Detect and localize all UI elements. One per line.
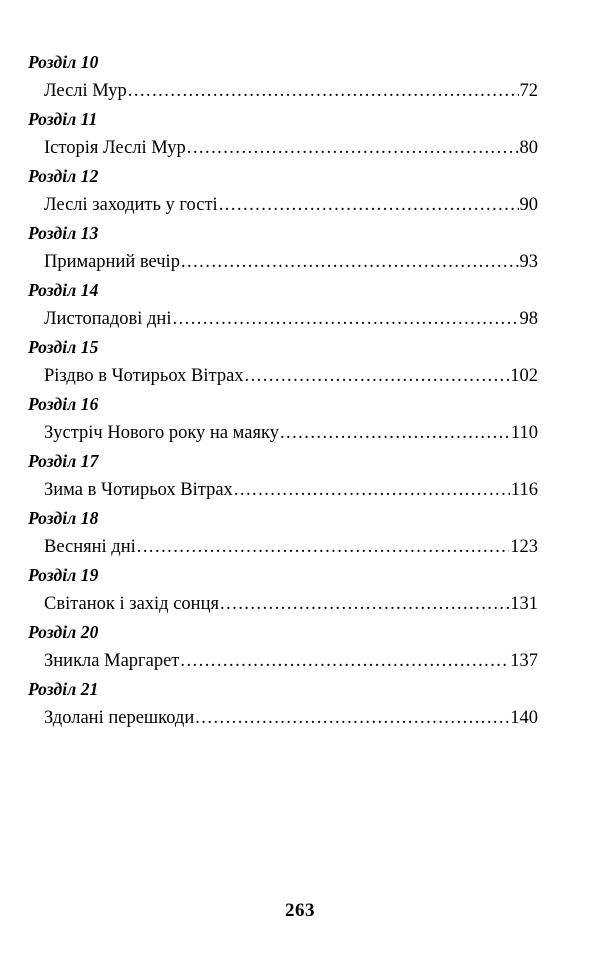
- toc-entry-title: Леслі Мур: [44, 80, 127, 101]
- toc-entry-title: Листопадові дні: [44, 308, 172, 329]
- toc-entry-page-number: 116: [510, 479, 538, 500]
- toc-entry-page-number: 90: [519, 194, 538, 215]
- toc-entry-title: Зустріч Нового року на маяку: [44, 422, 279, 443]
- chapter-label: Розділ 12: [28, 166, 99, 186]
- toc-list: [28, 52, 538, 728]
- toc-row[interactable]: [44, 595, 538, 614]
- toc-entry-page-number: 72: [519, 80, 538, 101]
- toc-entry-page-number: 137: [510, 650, 538, 671]
- toc-entry-title: Зима в Чотирьох Вітрах: [44, 479, 233, 500]
- toc-entry-title: Світанок і захід сонця: [44, 593, 219, 614]
- toc-entry-page-number: 110: [510, 422, 538, 443]
- toc-row[interactable]: [44, 538, 538, 557]
- dot-leader: [172, 310, 518, 329]
- toc-row[interactable]: [44, 196, 538, 215]
- toc-entry-page-number: 93: [519, 251, 538, 272]
- toc-entry-page-number: 98: [519, 308, 538, 329]
- toc-entry: [28, 394, 538, 443]
- toc-entry: [28, 622, 538, 671]
- dot-leader: [245, 367, 510, 386]
- dot-leader: [280, 424, 510, 443]
- chapter-label: Розділ 13: [28, 223, 99, 243]
- toc-row[interactable]: [44, 424, 538, 443]
- toc-entry: [28, 508, 538, 557]
- chapter-label: Розділ 16: [28, 394, 99, 414]
- dot-leader: [187, 139, 519, 158]
- toc-entry-page-number: 123: [510, 536, 538, 557]
- chapter-label: Розділ 10: [28, 52, 99, 72]
- toc-row[interactable]: [44, 709, 538, 728]
- toc-entry: [28, 565, 538, 614]
- toc-row[interactable]: [44, 481, 538, 500]
- chapter-label: Розділ 18: [28, 508, 99, 528]
- toc-row[interactable]: [44, 82, 538, 101]
- chapter-label: Розділ 14: [28, 280, 99, 300]
- toc-entry-title: Історія Леслі Мур: [44, 137, 186, 158]
- chapter-label: Розділ 21: [28, 679, 99, 699]
- toc-row[interactable]: [44, 652, 538, 671]
- toc-row[interactable]: [44, 253, 538, 272]
- toc-entry-title: Здолані перешкоди: [44, 707, 195, 728]
- toc-entry-title: Примарний вечір: [44, 251, 180, 272]
- toc-entry: [28, 166, 538, 215]
- toc-row[interactable]: [44, 139, 538, 158]
- toc-entry: [28, 451, 538, 500]
- dot-leader: [234, 481, 510, 500]
- dot-leader: [181, 253, 519, 272]
- chapter-label: Розділ 17: [28, 451, 99, 471]
- toc-row[interactable]: [44, 310, 538, 329]
- toc-entry-page-number: 102: [510, 365, 538, 386]
- toc-entry-page-number: 140: [510, 707, 538, 728]
- dot-leader: [195, 709, 509, 728]
- chapter-label: Розділ 11: [28, 109, 98, 129]
- dot-leader: [180, 652, 509, 671]
- toc-entry: [28, 679, 538, 728]
- toc-entry: [28, 52, 538, 101]
- toc-entry: [28, 223, 538, 272]
- page-folio: 263: [285, 900, 315, 921]
- toc-entry-title: Весняні дні: [44, 536, 136, 557]
- toc-entry-title: Леслі заходить у гості: [44, 194, 218, 215]
- chapter-label: Розділ 19: [28, 565, 99, 585]
- toc-entry: [28, 337, 538, 386]
- chapter-label: Розділ 20: [28, 622, 99, 642]
- toc-entry-page-number: 80: [519, 137, 538, 158]
- toc-row[interactable]: [44, 367, 538, 386]
- dot-leader: [220, 595, 509, 614]
- toc-entry-title: Різдво в Чотирьох Вітрах: [44, 365, 244, 386]
- toc-entry: [28, 109, 538, 158]
- dot-leader: [219, 196, 519, 215]
- chapter-label: Розділ 15: [28, 337, 99, 357]
- dot-leader: [128, 82, 519, 101]
- dot-leader: [137, 538, 509, 557]
- toc-entry: [28, 280, 538, 329]
- toc-entry-page-number: 131: [510, 593, 538, 614]
- toc-entry-title: Зникла Маргарет: [44, 650, 180, 671]
